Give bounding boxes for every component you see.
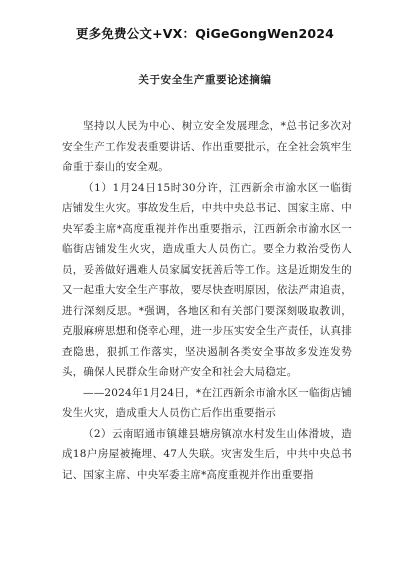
document-body [62,116,352,485]
item-1-source-note: ——2024年1月24日，*在江西新余市渝水区一临街店铺发生火灾，造成重大人员伤亡后作出重要指示 [62,386,352,419]
promo-header: 更多免费公文+VX：QiGeGongWen2024 [75,26,335,41]
item-2-paragraph: （2）云南昭通市镇雄县塘房镇凉水村发生山体滑坡，造成18户房屋被掩埋、47人失联。灾害发生后，中共中央总书记、国家主席、中央军委主席*高度重视并作出重要指 [62,427,352,481]
intro-paragraph: 坚持以人民为中心、树立安全发展理念，*总书记多次对安全生产工作发表重要讲话、作出重要批示，在全社会筑牢生命重于泰山的安全观。 [62,120,352,173]
item-1-paragraph: （1）1月24日15时30分许，江西新余市渝水区一临街店铺发生火灾。事故发生后，中共中央总书记、国家主席、中央军委主席*高度重视并作出重要指示，江西新余市渝水区一临街店铺发生火灾，造成重大人员伤亡。要全力救治受伤人员，妥善做好遇难人员家属安抚善后等工作。这是近期发生的又一起重大安全生产事故，要尽快查明原因，依法严肃追责，进行深刻反思。*强调，各地区和有关部门要深刻吸取教训，克服麻痹思想和侥幸心理，进一步压实安全生产责任，认真排查隐患，狠抓工作落实，坚决遏制各类安全事故多发连发势头，确保人民群众生命财产安全和社会大局稳定。 [62,181,352,378]
document-title: 关于安全生产重要论述摘编 [138,74,272,86]
